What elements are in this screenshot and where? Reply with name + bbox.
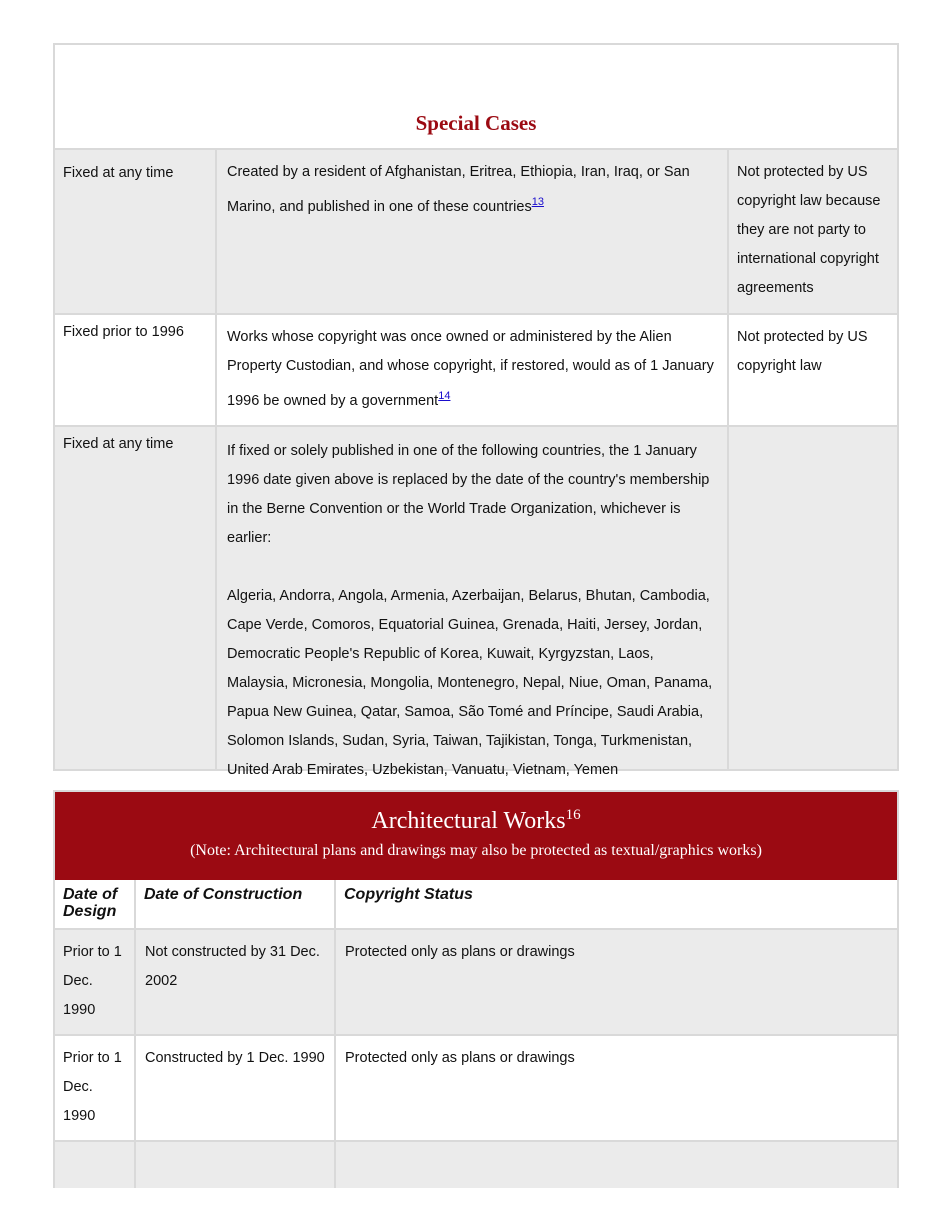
fixation-cell: Fixed at any time	[55, 427, 217, 769]
footnote-link-13[interactable]: 13	[531, 196, 544, 208]
status-cell: Not protected by US copyright law	[737, 329, 868, 374]
copyright-status-cell: Protected only as plans or drawings	[345, 1050, 575, 1066]
status-cell	[729, 427, 897, 769]
status-cell: Not protected by US copyright law because they are not party to international copyright agreements	[737, 164, 881, 296]
table-row	[55, 150, 897, 315]
special-cases-title-cell	[55, 45, 897, 150]
condition-text: Works whose copyright was once owned or administered by the Alien Property Custodian, and whose copyright, if restored, would as of 1 January 1996 be owned by a government	[227, 329, 714, 409]
architectural-works-footnote: 16	[565, 807, 581, 823]
table-row	[55, 930, 897, 1036]
table-row	[55, 1142, 897, 1188]
condition-cell	[217, 150, 729, 313]
table-row	[55, 1036, 897, 1142]
fixation-cell: Fixed at any time	[55, 150, 217, 313]
condition-cell	[217, 315, 729, 425]
architectural-works-title-text: Architectural Works	[371, 808, 566, 834]
footnote-link-14[interactable]: 14	[438, 390, 451, 402]
table-row	[55, 315, 897, 427]
condition-cell	[217, 427, 729, 778]
architectural-works-table	[53, 790, 899, 1188]
special-cases-table	[53, 43, 899, 778]
column-header-row	[55, 880, 897, 930]
copyright-status-cell	[336, 1142, 897, 1188]
design-date-cell: Prior to 1 Dec. 1990	[55, 1036, 136, 1140]
fixation-cell: Fixed prior to 1996	[55, 315, 217, 425]
special-cases-title: Special Cases	[415, 111, 537, 135]
table-row	[55, 427, 897, 778]
architectural-works-title	[55, 806, 897, 836]
construction-date-cell	[136, 1142, 336, 1188]
column-header-design: Date of Design	[55, 880, 136, 928]
architectural-works-note: (Note: Architectural plans and drawings may also be protected as textual/graphics works)	[190, 842, 762, 859]
construction-date-cell: Not constructed by 31 Dec. 2002	[136, 930, 336, 1034]
construction-date-cell: Constructed by 1 Dec. 1990	[136, 1036, 336, 1140]
design-date-cell	[55, 1142, 136, 1188]
condition-text: Created by a resident of Afghanistan, Eritrea, Ethiopia, Iran, Iraq, or San Marino, and published in one of these countries	[227, 164, 690, 215]
design-date-cell: Prior to 1 Dec. 1990	[55, 930, 136, 1034]
column-header-construction: Date of Construction	[136, 880, 336, 928]
country-list: Algeria, Andorra, Angola, Armenia, Azerbaijan, Belarus, Bhutan, Cambodia, Cape Verde, Comoros, Equatorial Guinea, Grenada, Haiti, Jersey, Jordan, Democratic People's Republic of Korea, Kuwait, Kyrgyzstan, Laos, Malaysia, Micronesia, Mongolia, Montenegro, Nepal, Niue, Oman, Panama, Papua New Guinea, Qatar, Samoa, São Tomé and Príncipe, Saudi Arabia, Solomon Islands, Sudan, Syria, Taiwan, Tajikistan, Tonga, Turkmenistan, United Arab Emirates, Uzbekistan, Vanuatu, Vietnam, Yemen	[227, 588, 713, 778]
copyright-status-cell: Protected only as plans or drawings	[345, 944, 575, 960]
condition-text: If fixed or solely published in one of the following countries, the 1 January 1996 date given above is replaced by the date of the country's membership in the Berne Convention or the World Trade Organization, whichever is earlier:	[227, 443, 710, 546]
column-header-status: Copyright Status	[344, 886, 473, 903]
architectural-works-header	[55, 792, 897, 880]
